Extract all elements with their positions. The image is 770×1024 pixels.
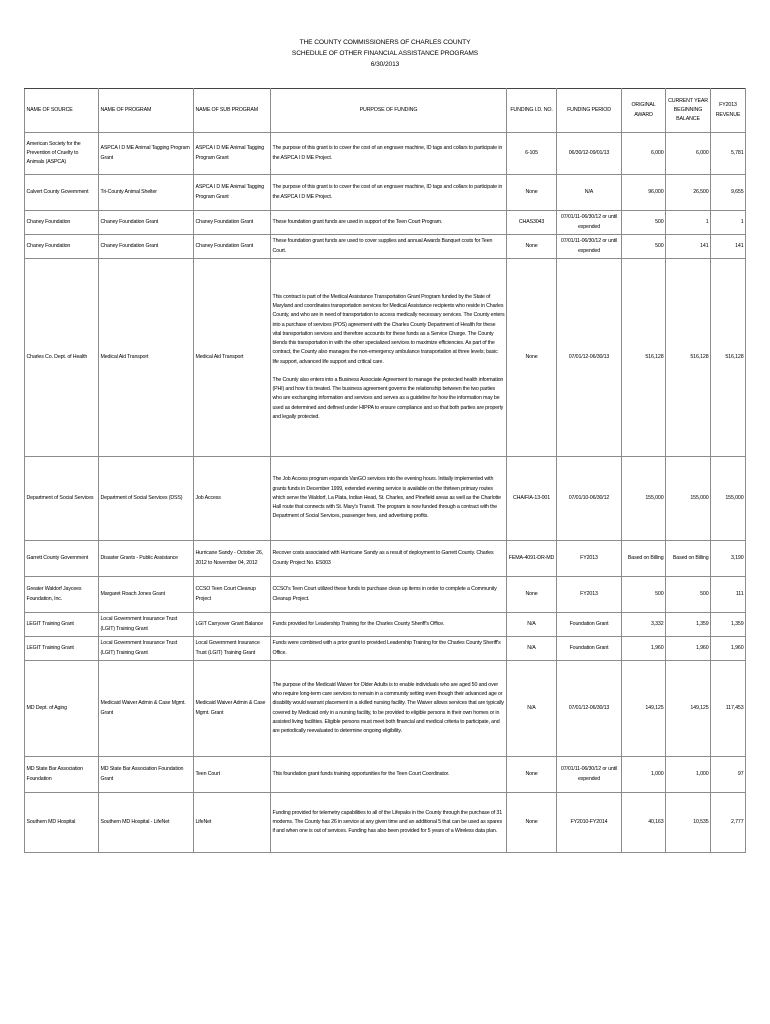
cell-fy-revenue: 117,453: [711, 661, 746, 757]
cell-original-award: 1,000: [622, 757, 666, 793]
cell-fy-revenue: 2,777: [711, 793, 746, 853]
table-row: [25, 175, 746, 211]
cell-funding-id: None: [507, 793, 557, 853]
cell-beginning-balance: 1,000: [666, 757, 711, 793]
cell-funding-id: 6-105: [507, 133, 557, 175]
table-row: [25, 541, 746, 577]
cell-fy-revenue: 1,960: [711, 637, 746, 661]
cell-source: Department of Social Services: [25, 457, 99, 541]
cell-sub-program: ASPCA I D ME Animal Tagging Program Grant: [194, 175, 271, 211]
cell-beginning-balance: 1: [666, 211, 711, 235]
cell-purpose: [271, 577, 507, 613]
cell-original-award: 3,332: [622, 613, 666, 637]
cell-fy-revenue: 97: [711, 757, 746, 793]
cell-funding-id: FEMA-4091-DR-MD: [507, 541, 557, 577]
report-date: 6/30/2013: [370, 61, 400, 68]
header-funding-period: FUNDING PERIOD: [557, 89, 622, 133]
cell-purpose: [271, 661, 507, 757]
cell-purpose: [271, 259, 507, 457]
cell-program: ASPCA I D ME Animal Tagging Program Grant: [99, 133, 194, 175]
cell-purpose: [271, 637, 507, 661]
cell-funding-period: Foundation Grant: [557, 637, 622, 661]
cell-fy-revenue: 141: [711, 235, 746, 259]
table-row: [25, 235, 746, 259]
cell-funding-period: 07/01/11-06/30/12 or until expended: [557, 757, 622, 793]
table-row: [25, 457, 746, 541]
cell-sub-program: Hurricane Sandy - October 26, 2012 to November 04, 2012: [194, 541, 271, 577]
table-row: [25, 259, 746, 457]
cell-original-award: 500: [622, 211, 666, 235]
cell-source: Calvert County Government: [25, 175, 99, 211]
cell-beginning-balance: 500: [666, 577, 711, 613]
cell-funding-period: 07/01/11-06/30/12 or until expended: [557, 235, 622, 259]
cell-source: Charles Co. Dept. of Health: [25, 259, 99, 457]
cell-funding-id: None: [507, 757, 557, 793]
cell-fy-revenue: 111: [711, 577, 746, 613]
table-row: [25, 661, 746, 757]
cell-program: Local Government Insurance Trust (LGIT) Training Grant: [99, 637, 194, 661]
header-source: NAME OF SOURCE: [25, 89, 99, 133]
cell-funding-id: None: [507, 577, 557, 613]
header-funding-id: FUNDING I.D. NO.: [507, 89, 557, 133]
report-title-line-2: SCHEDULE OF OTHER FINANCIAL ASSISTANCE PROGRAMS: [291, 50, 479, 57]
header-sub-program: NAME OF SUB PROGRAM: [194, 89, 271, 133]
cell-original-award: 40,163: [622, 793, 666, 853]
purpose-paragraph: This foundation grant funds training opportunities for the Teen Court Coordinator.: [272, 770, 450, 777]
cell-funding-period: FY2013: [557, 577, 622, 613]
cell-fy-revenue: 1,359: [711, 613, 746, 637]
cell-sub-program: Chaney Foundation Grant: [194, 235, 271, 259]
header-fy-revenue: FY2013 REVENUE: [711, 89, 746, 133]
cell-program: Medical Aid Transport: [99, 259, 194, 457]
purpose-paragraph: The Job Access program expands VanGO services into the evening hours. Initially implemented with grants funds in December 1999, extended evening service is available on the thirteen primary routes which serve the Waldorf, La Plata, Indian Head, St. Charles, and Pinefield areas as well as the Charlotte Hall route that connects with St. Mary's Transit. The program is now funded through a contract with the Department of Social Services, passenger fees, and advertising profits.: [272, 476, 501, 520]
cell-source: Southern MD Hospital: [25, 793, 99, 853]
cell-original-award: 6,000: [622, 133, 666, 175]
cell-purpose: [271, 613, 507, 637]
cell-beginning-balance: 149,125: [666, 661, 711, 757]
cell-beginning-balance: 26,500: [666, 175, 711, 211]
cell-beginning-balance: 155,000: [666, 457, 711, 541]
purpose-paragraph: These foundation grant funds are used in support of the Teen Court Program.: [272, 218, 443, 225]
cell-funding-period: FY2010-FY2014: [557, 793, 622, 853]
cell-program: MD State Bar Association Foundation Grant: [99, 757, 194, 793]
cell-funding-period: 07/01/12-06/30/13: [557, 259, 622, 457]
cell-source: American Society for the Prevention of Cruelty to Animals (ASPCA): [25, 133, 99, 175]
cell-original-award: Based on Billing: [622, 541, 666, 577]
cell-sub-program: Medicaid Waiver Admin & Case Mgmt. Grant: [194, 661, 271, 757]
cell-funding-id: N/A: [507, 637, 557, 661]
cell-source: LEGIT Training Grant: [25, 613, 99, 637]
purpose-paragraph: Recover costs associated with Hurricane Sandy as a result of deployment to Garrett County. Charles County Project No. ES003: [272, 550, 494, 566]
cell-sub-program: Local Government Insurance Trust (LGIT) Training Grant: [194, 637, 271, 661]
cell-program: Disaster Grants - Public Assistance: [99, 541, 194, 577]
cell-funding-id: CHA/FIA-13-001: [507, 457, 557, 541]
cell-funding-id: CHAS3043: [507, 211, 557, 235]
table-row: [25, 757, 746, 793]
cell-original-award: 500: [622, 577, 666, 613]
purpose-paragraph: Funds provided for Leadership Training for the Charles County Sheriff's Office.: [272, 620, 445, 627]
cell-sub-program: Medical Aid Transport: [194, 259, 271, 457]
cell-original-award: 1,960: [622, 637, 666, 661]
table-header-row: [25, 89, 746, 133]
cell-source: Garrett County Government: [25, 541, 99, 577]
cell-program: Chaney Foundation Grant: [99, 211, 194, 235]
cell-program: Local Government Insurance Trust (LGIT) Training Grant: [99, 613, 194, 637]
table-row: [25, 577, 746, 613]
cell-program: Medicaid Waiver Admin & Case Mgmt. Grant: [99, 661, 194, 757]
cell-purpose: [271, 175, 507, 211]
table-row: [25, 793, 746, 853]
report-title-line-1: THE COUNTY COMMISSIONERS OF CHARLES COUNTY: [299, 39, 471, 46]
cell-sub-program: Job Access: [194, 457, 271, 541]
cell-sub-program: LGIT Carryover Grant Balance: [194, 613, 271, 637]
cell-program: Department of Social Services (DSS): [99, 457, 194, 541]
cell-beginning-balance: Based on Billing: [666, 541, 711, 577]
cell-funding-period: FY2013: [557, 541, 622, 577]
cell-beginning-balance: 516,128: [666, 259, 711, 457]
cell-sub-program: CCSO Teen Court Cleanup Project: [194, 577, 271, 613]
purpose-paragraph: These foundation grant funds are used to cover supplies and annual Awards Banquet costs for Teen Court.: [272, 238, 493, 254]
cell-purpose: [271, 133, 507, 175]
cell-sub-program: LifeNet: [194, 793, 271, 853]
cell-beginning-balance: 1,960: [666, 637, 711, 661]
cell-beginning-balance: 6,000: [666, 133, 711, 175]
cell-funding-id: N/A: [507, 661, 557, 757]
purpose-paragraph: This contract is part of the Medical Assistance Transportation Grant Program funded by the State of Maryland and coordinates transportation services for Medical Assistance recipients who reside in Charles County, and who are in need of transportation to access medically necessary services. The County enters into a purchase of services (POS) agreement with the Charles County Department of Health for these vital transportation services and therefore accounts for these funds as a Service Charge. The County blends this transportation in with the other specialized services to maximize efficiencies. As part of the contract, the County also manages the non-emergency ambulance transportation at three levels; basic life support, advanced life support and critical care.: [272, 294, 505, 365]
paragraph-gap: [273, 367, 505, 376]
cell-original-award: 155,000: [622, 457, 666, 541]
cell-fy-revenue: 155,000: [711, 457, 746, 541]
cell-purpose: [271, 793, 507, 853]
purpose-paragraph: Funding provided for telemetry capabilities to all of the Lifepaks in the County through the purchase of 31 modems. The County has 26 in service at any given time and an additional 5 that can be used as spares if and when one is out of services. Funding has also been provided for 5 years of a Wireless data plan.: [272, 809, 503, 835]
cell-source: LEGIT Training Grant: [25, 637, 99, 661]
cell-funding-period: 07/01/12-06/30/13: [557, 661, 622, 757]
purpose-paragraph: CCSO's Teen Court utilized these funds to purchase clean up items in order to complete a Community Cleanup Project.: [272, 586, 497, 602]
table-row: [25, 133, 746, 175]
cell-original-award: 149,125: [622, 661, 666, 757]
purpose-paragraph: The purpose of this grant is to cover the cost of an engraver machine, ID tags and collars to participate in the ASPCA I D ME Project.: [272, 184, 503, 200]
cell-sub-program: Teen Court: [194, 757, 271, 793]
cell-purpose: [271, 541, 507, 577]
cell-purpose: [271, 757, 507, 793]
purpose-paragraph-2: The County also enters into a Business Associate Agreement to manage the protected health information (PHI) and how it is treated. The business agreement governs the relationship between the two parties who are exchanging information and services and serves as a guideline for how the information may be used as determined and defined under HIPPA to ensure compliance and so that both parties are properly and legally protected.: [272, 376, 504, 420]
purpose-paragraph: The purpose of this grant is to cover the cost of an engraver machine, ID tags and collars to participate in the ASPCA I D ME Project.: [272, 145, 503, 161]
cell-funding-id: None: [507, 175, 557, 211]
cell-source: Chaney Foundation: [25, 211, 99, 235]
cell-program: Chaney Foundation Grant: [99, 235, 194, 259]
cell-beginning-balance: 1,359: [666, 613, 711, 637]
cell-funding-period: 07/01/10-06/30/12: [557, 457, 622, 541]
header-current-year-balance: CURRENT YEAR BEGINNING BALANCE: [666, 89, 711, 133]
cell-funding-id: None: [507, 235, 557, 259]
cell-funding-period: 06/30/12-09/01/13: [557, 133, 622, 175]
cell-funding-id: N/A: [507, 613, 557, 637]
header-original-award: ORIGINAL AWARD: [622, 89, 666, 133]
cell-fy-revenue: 5,781: [711, 133, 746, 175]
cell-funding-period: 07/01/11-06/30/12 or until expended: [557, 211, 622, 235]
cell-fy-revenue: 9,655: [711, 175, 746, 211]
cell-source: Chaney Foundation: [25, 235, 99, 259]
cell-program: Southern MD Hospital - LifeNet: [99, 793, 194, 853]
cell-source: Greater Waldorf Jaycees Foundation, Inc.: [25, 577, 99, 613]
cell-program: Margaret Roach Jones Grant: [99, 577, 194, 613]
cell-purpose: [271, 457, 507, 541]
cell-fy-revenue: 1: [711, 211, 746, 235]
cell-purpose: [271, 235, 507, 259]
cell-funding-period: Foundation Grant: [557, 613, 622, 637]
cell-funding-id: None: [507, 259, 557, 457]
cell-original-award: 500: [622, 235, 666, 259]
table-row: [25, 613, 746, 637]
cell-beginning-balance: 10,535: [666, 793, 711, 853]
table-row: [25, 637, 746, 661]
purpose-paragraph: Funds were combined with a prior grant to provided Leadership Training for the Charles County Sheriff's Office.: [272, 640, 501, 656]
cell-original-award: 96,000: [622, 175, 666, 211]
cell-beginning-balance: 141: [666, 235, 711, 259]
table-row: [25, 211, 746, 235]
purpose-paragraph: The purpose of the Medicaid Waiver for Older Adults is to enable individuals who are aged 50 and over who require long-term care services to remain in a community setting even though their advanced age or disability would warrant placement in a skilled nursing facility. The Waiver allows services that are typically covered by Medicaid only in a nursing facility, to be provided to eligible persons in their own homes or in assisted living facilities. Eligible persons must meet both financial and medical criteria to participate, and are periodically reevaluated to determine ongoing eligibility.: [272, 681, 504, 734]
cell-fy-revenue: 516,128: [711, 259, 746, 457]
cell-sub-program: ASPCA I D ME Animal Tagging Program Grant: [194, 133, 271, 175]
cell-original-award: 516,128: [622, 259, 666, 457]
header-program: NAME OF PROGRAM: [99, 89, 194, 133]
cell-sub-program: Chaney Foundation Grant: [194, 211, 271, 235]
cell-funding-period: N/A: [557, 175, 622, 211]
cell-program: Tri-County Animal Shelter: [99, 175, 194, 211]
header-purpose: PURPOSE OF FUNDING: [271, 89, 507, 133]
cell-purpose: [271, 211, 507, 235]
financial-assistance-table: [24, 88, 746, 853]
cell-source: MD Dept. of Aging: [25, 661, 99, 757]
cell-fy-revenue: 3,190: [711, 541, 746, 577]
cell-source: MD State Bar Association Foundation: [25, 757, 99, 793]
